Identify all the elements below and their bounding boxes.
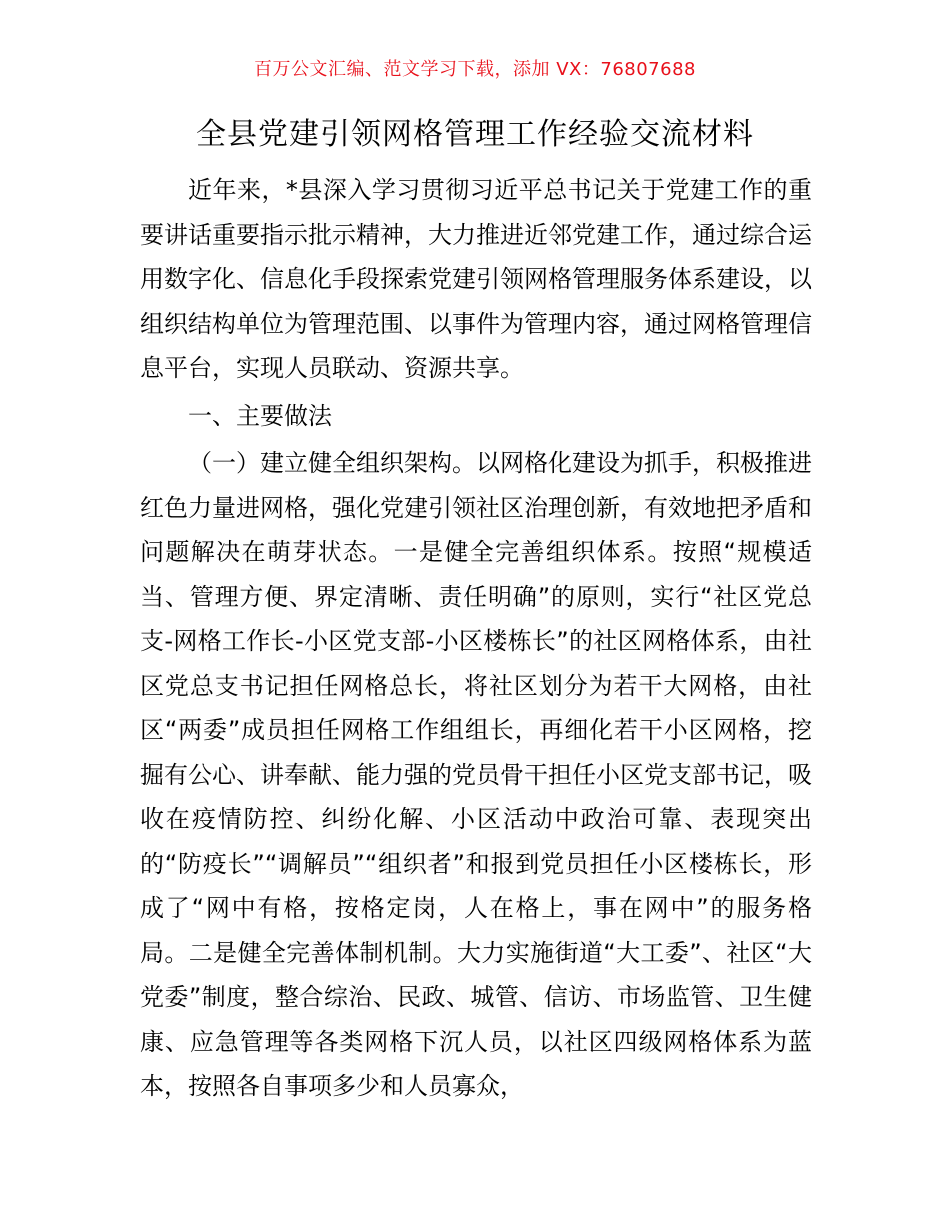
document-body [140,168,812,1109]
intro-paragraph: 近年来，*县深入学习贯彻习近平总书记关于党建工作的重要讲话重要指示批示精神，大力推进近邻党建工作，通过综合运用数字化、信息化手段探索党建引领网格管理服务体系建设，以组织结构单位为管理范围、以事件为管理内容，通过网格管理信息平台，实现人员联动、资源共享。 [140,176,812,382]
document-title: 全县党建引领网格管理工作经验交流材料 [196,117,754,152]
header-banner: 百万公文汇编、范文学习下载，添加 VX：76807688 [254,59,696,80]
section-heading: 一、主要做法 [188,401,332,430]
body-paragraph: （一）建立健全组织架构。以网格化建设为抓手，积极推进红色力量进网格，强化党建引领社区治理创新，有效地把矛盾和问题解决在萌芽状态。一是健全完善组织体系。按照“规模适当、管理方便、界定清晰、责任明确”的原则，实行“社区党总支-网格工作长-小区党支部-小区楼栋长”的社区网格体系，由社区党总支书记担任网格总长，将社区划分为若干大网格，由社区“两委”成员担任网格工作组组长，再细化若干小区网格，挖掘有公心、讲奉献、能力强的党员骨干担任小区党支部书记，吸收在疫情防控、纠纷化解、小区活动中政治可靠、表现突出的“防疫长”“调解员”“组织者”和报到党员担任小区楼栋长，形成了“网中有格，按格定岗，人在格上，事在网中”的服务格局。二是健全完善体制机制。大力实施街道“大工委”、社区“大党委”制度，整合综治、民政、城管、信访、市场监管、卫生健康、应急管理等各类网格下沉人员，以社区四级网格体系为蓝本，按照各自事项多少和人员寡众， [140,449,812,1100]
